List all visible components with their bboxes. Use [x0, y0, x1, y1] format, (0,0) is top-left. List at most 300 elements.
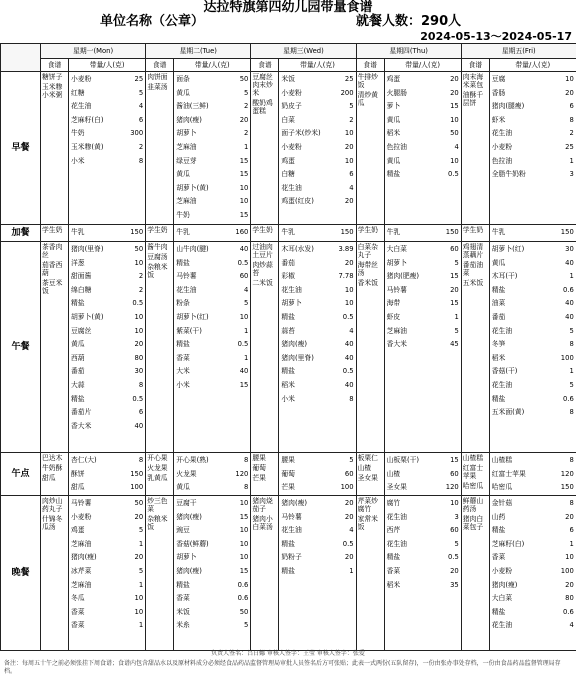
ingredient-name: 芝麻油 — [176, 142, 197, 151]
ingredient-qty: 20 — [344, 512, 354, 521]
ingredient-qty: 1 — [569, 272, 574, 281]
dish-name: 肉末海米菜包 — [462, 73, 484, 89]
ingredient-qty: 5 — [244, 621, 249, 630]
ingredient-name: 花生油 — [386, 539, 407, 548]
ingredient-name: 海带 — [386, 299, 401, 308]
ingredient-name: 牛乳 — [386, 228, 401, 236]
ingredient-line — [176, 257, 248, 271]
dish-cell — [41, 242, 69, 453]
ingredient-line — [387, 114, 459, 128]
ingredient-line — [71, 420, 143, 434]
ingredient-line — [281, 538, 353, 552]
ingredient-line — [281, 270, 353, 284]
ingredient-line — [387, 257, 459, 271]
ingredient-name: 牛乳 — [491, 228, 506, 236]
ingredient-name: 猪肉(瘦) — [491, 580, 518, 589]
ingredient-line — [387, 73, 459, 87]
ingredient-name: 开心果(熟) — [176, 456, 209, 464]
ingredient-line — [176, 284, 248, 298]
ingredient-name: 木耳(干) — [491, 272, 518, 281]
ingredient-qty: 25 — [344, 75, 354, 83]
ingredient-name: 猪肉(里脊) — [281, 353, 314, 362]
ingredient-line — [71, 406, 143, 420]
ingredient-line — [387, 270, 459, 284]
ingredient-line — [281, 481, 353, 495]
meal-row — [1, 225, 576, 242]
dish-cell — [251, 72, 279, 225]
ingredient-name: 牛乳 — [176, 228, 190, 236]
ingredient-qty: 8 — [138, 456, 144, 464]
ingredient-line — [281, 73, 353, 87]
dish-name: 炒三色菜 — [147, 497, 168, 513]
dish-name: 酱牛肉 — [147, 243, 168, 251]
dish-name: 韭菜汤 — [147, 83, 168, 91]
ingredient-name: 红富士苹果 — [491, 469, 526, 478]
ingredient-line — [281, 551, 353, 565]
ingredient-line — [492, 100, 574, 114]
ingredient-line — [176, 155, 248, 169]
ingredient-line — [281, 284, 353, 298]
ingredient-line — [492, 497, 574, 511]
ingredient-qty: 40 — [565, 299, 574, 308]
dish-name: 什锦冬瓜汤 — [42, 515, 63, 531]
ingredient-name: 火腿肠 — [386, 88, 407, 97]
ingredient-qty: 150 — [560, 228, 574, 236]
ingredient-line — [71, 311, 143, 325]
ingredient-name: 稻米 — [386, 129, 401, 138]
menu-footer — [0, 650, 576, 676]
ingredient-name: 油菜 — [491, 299, 506, 308]
ingredient-qty: 20 — [134, 340, 144, 349]
ingredient-qty: 10 — [239, 499, 249, 507]
ingredient-line — [176, 592, 248, 606]
ingredient-name: 大蒜 — [71, 380, 85, 389]
dish-name: 山楂 — [357, 464, 372, 472]
ingredient-name: 黄瓜 — [176, 483, 190, 492]
ingredient-qty: 15 — [239, 380, 249, 389]
ingredient-line — [71, 454, 143, 468]
dish-name: 牛排炒饭 — [357, 73, 378, 89]
ingredient-qty: 0.5 — [132, 394, 144, 403]
ingredient-name: 稻米 — [386, 580, 401, 589]
ingredient-name: 冬瓜 — [71, 594, 85, 603]
ingredient-name: 花生油 — [176, 285, 197, 294]
ingredient-line — [176, 209, 248, 223]
ingredient-name: 猪肉(里脊) — [71, 245, 104, 253]
ingredient-qty: 10 — [239, 183, 249, 192]
ingredient-qty: 10 — [344, 129, 354, 138]
ingredient-qty: 2 — [569, 129, 574, 138]
ingredient-name: 山楂糕 — [491, 456, 513, 464]
ingredient-name: 胡萝卜(红) — [176, 312, 209, 321]
corner-cell — [1, 44, 41, 72]
ingredient-qty: 6 — [569, 102, 574, 111]
dish-cell — [146, 242, 174, 453]
ingredient-qty: 60 — [239, 272, 249, 281]
ingredient-qty: 0.6 — [237, 594, 249, 603]
ingredient-name: 黄瓜 — [386, 156, 401, 165]
meal-name: 加餐 — [1, 225, 41, 242]
ingredient-line — [71, 243, 143, 257]
ingredient-qty: 8 — [244, 483, 249, 492]
ingredient-cell — [174, 496, 251, 651]
ingredient-qty: 6 — [349, 170, 354, 179]
ingredient-name: 芝麻籽(白) — [71, 115, 104, 124]
ingredient-name: 小米 — [71, 156, 85, 165]
ingredient-line — [492, 311, 574, 325]
ingredient-cell — [174, 72, 251, 225]
dish-name: 猪肉白菜包子 — [462, 515, 484, 531]
ingredient-qty: 100 — [130, 483, 144, 492]
ingredient-name: 芝麻油 — [386, 326, 407, 335]
ingredient-line — [387, 155, 459, 169]
ingredient-qty: 4 — [454, 142, 459, 151]
ingredient-cell — [489, 496, 576, 651]
dish-name: 巴达木 — [42, 454, 63, 462]
ingredient-qty: 10 — [134, 258, 144, 267]
ingredient-line — [492, 579, 574, 593]
ingredient-name: 火龙果 — [176, 469, 197, 478]
ingredient-line — [387, 565, 459, 579]
ingredient-line — [281, 297, 353, 311]
ingredient-qty: 3 — [454, 512, 459, 521]
ingredient-name: 红糖 — [71, 88, 85, 97]
ingredient-qty: 5 — [138, 526, 144, 535]
dish-name: 茶香肉丝 — [42, 243, 63, 259]
ingredient-qty: 40 — [344, 353, 354, 362]
ingredient-line — [71, 114, 143, 128]
ingredient-qty: 25 — [565, 142, 574, 151]
col-header-food: 食谱 — [461, 59, 489, 72]
ingredient-qty: 2 — [138, 285, 144, 294]
ingredient-qty: 1 — [569, 156, 574, 165]
ingredient-cell — [279, 242, 356, 453]
dish-cell — [146, 453, 174, 496]
ingredient-name: 猪肉(瘦) — [281, 499, 308, 507]
dish-cell — [251, 453, 279, 496]
ingredient-name: 香菜 — [176, 353, 190, 362]
ingredient-line — [71, 619, 143, 633]
ingredient-qty: 20 — [344, 142, 354, 151]
ingredient-cell — [174, 453, 251, 496]
remarks-note: 备注：每周五十午之前必须张挂下周食谱；食谱内包含甜品水以及原材料成分必须经食品药品监督管理局审批人员签名后方可张贴；此表一式两份(五队留存)，一份由张办事处存档，一份由食品药品监督管理局存档。 — [4, 660, 561, 675]
ingredient-line — [387, 538, 459, 552]
ingredient-name: 蒜苔 — [281, 326, 295, 335]
dish-name: 牛奶酥 — [42, 464, 63, 472]
ingredient-line — [281, 226, 353, 238]
dish-name: 杂粮米饭 — [147, 263, 168, 279]
ingredient-qty: 20 — [565, 512, 574, 521]
ingredient-line — [387, 481, 459, 495]
ingredient-line — [71, 579, 143, 593]
ingredient-line — [176, 524, 248, 538]
ingredient-line — [176, 352, 248, 366]
ingredient-name: 小麦粉 — [281, 88, 302, 97]
ingredient-qty: 40 — [565, 312, 574, 321]
ingredient-line — [387, 338, 459, 352]
ingredient-line — [492, 379, 574, 393]
ingredient-name: 稻米 — [281, 380, 295, 389]
ingredient-line — [281, 468, 353, 482]
col-header-food: 食谱 — [41, 59, 69, 72]
ingredient-line — [71, 297, 143, 311]
meal-name: 晚餐 — [1, 496, 41, 651]
ingredient-qty: 60 — [344, 469, 354, 478]
ingredient-qty: 4 — [349, 183, 354, 192]
ingredient-name: 芝麻油 — [176, 197, 197, 206]
ingredient-line — [281, 497, 353, 511]
ingredient-qty: 5 — [569, 326, 574, 335]
ingredient-qty: 1 — [569, 367, 574, 376]
dish-cell — [356, 72, 384, 225]
ingredient-qty: 50 — [239, 75, 249, 83]
ingredient-line — [176, 243, 248, 257]
ingredient-cell — [279, 225, 356, 242]
dish-name: 腰果 — [252, 454, 266, 462]
ingredient-name: 香菇(鲜蘑) — [176, 539, 209, 548]
ingredient-line — [176, 325, 248, 339]
dish-name: 酸奶鸡蛋糕 — [252, 99, 273, 115]
ingredient-name: 洋葱 — [71, 258, 85, 267]
ingredient-line — [281, 325, 353, 339]
dish-name: 学生奶 — [462, 226, 484, 234]
ingredient-qty: 15 — [239, 566, 249, 575]
ingredient-name: 精盐 — [71, 394, 85, 403]
dish-name: 茶豆米饭 — [42, 279, 63, 295]
ingredient-line — [492, 551, 574, 565]
ingredient-name: 黄瓜 — [71, 340, 85, 349]
ingredient-name: 精盐 — [491, 394, 506, 403]
ingredient-line — [281, 565, 353, 579]
ingredient-name: 白糖 — [281, 170, 295, 179]
date-range-label: 2024-05-13～2024-05-17 — [420, 30, 572, 43]
ingredient-line — [176, 127, 248, 141]
ingredient-qty: 5 — [138, 88, 144, 97]
ingredient-name: 精盐 — [71, 299, 85, 308]
ingredient-name: 面子米(炒米) — [281, 129, 321, 138]
ingredient-line — [492, 511, 574, 525]
dish-name: 火龙果 — [147, 464, 168, 472]
ingredient-name: 米饭 — [281, 75, 295, 83]
ingredient-line — [71, 379, 143, 393]
dish-name: 二米饭 — [252, 279, 273, 287]
dish-name: 乳黄瓜 — [147, 474, 168, 482]
ingredient-qty: 20 — [344, 197, 354, 206]
ingredient-qty: 0.5 — [447, 170, 459, 179]
col-header-food: 食谱 — [251, 59, 279, 72]
ingredient-name: 芝麻籽(白) — [491, 539, 525, 548]
ingredient-name: 精盐 — [386, 553, 401, 562]
ingredient-line — [71, 497, 143, 511]
ingredient-name: 杏仁(大) — [71, 456, 97, 464]
dish-name: 鲜蘑山药汤 — [462, 497, 484, 513]
ingredient-line — [492, 406, 574, 420]
ingredient-qty: 0.5 — [237, 258, 249, 267]
ingredient-line — [176, 195, 248, 209]
ingredient-qty: 10 — [450, 156, 459, 165]
dish-cell — [41, 453, 69, 496]
ingredient-qty: 40 — [344, 380, 354, 389]
ingredient-line — [387, 579, 459, 593]
ingredient-name: 马铃薯 — [281, 512, 302, 521]
ingredient-line — [281, 168, 353, 182]
ingredient-qty: 15 — [450, 299, 459, 308]
ingredient-line — [71, 87, 143, 101]
ingredient-line — [71, 393, 143, 407]
meal-row — [1, 72, 576, 225]
ingredient-name: 猪肉(瘦) — [176, 115, 202, 124]
ingredient-name: 花生油 — [281, 183, 302, 192]
ingredient-line — [492, 297, 574, 311]
ingredient-qty: 0.6 — [562, 607, 574, 616]
ingredient-name: 马铃薯 — [386, 285, 407, 294]
ingredient-name: 花生油 — [71, 102, 92, 111]
col-header-qty: 带量/人(克) — [69, 59, 146, 72]
ingredient-qty: 120 — [445, 483, 459, 492]
dish-name: 学生奶 — [147, 226, 168, 234]
ingredient-qty: 4 — [349, 326, 354, 335]
ingredient-line — [281, 511, 353, 525]
dish-name: 杂粮米饭 — [147, 515, 168, 531]
diner-count-label: 就餐人数：290人 — [356, 14, 462, 29]
ingredient-cell — [489, 242, 576, 453]
ingredient-line — [176, 182, 248, 196]
ingredient-name: 牛奶 — [176, 210, 190, 219]
ingredient-cell — [174, 242, 251, 453]
ingredient-line — [71, 511, 143, 525]
dish-name: 学生奶 — [252, 226, 273, 234]
ingredient-line — [492, 127, 574, 141]
ingredient-line — [387, 100, 459, 114]
ingredient-qty: 10 — [134, 594, 144, 603]
dish-name: 肉炒蒜苔 — [252, 261, 273, 277]
ingredient-name: 豆腐干 — [176, 499, 197, 507]
ingredient-qty: 4 — [349, 526, 354, 535]
dish-name: 板栗仁 — [357, 454, 378, 462]
ingredient-qty: 0.5 — [342, 539, 354, 548]
ingredient-name: 花生油 — [281, 285, 302, 294]
ingredient-qty: 4 — [244, 285, 249, 294]
ingredient-qty: 2 — [349, 115, 354, 124]
ingredient-qty: 15 — [239, 156, 249, 165]
ingredient-line — [71, 481, 143, 495]
ingredient-qty: 50 — [134, 245, 144, 253]
ingredient-qty: 3 — [569, 170, 574, 179]
ingredient-cell — [489, 72, 576, 225]
dish-cell — [461, 453, 489, 496]
dish-cell — [461, 72, 489, 225]
ingredient-line — [71, 100, 143, 114]
ingredient-name: 香菜 — [71, 621, 85, 630]
ingredient-name: 山牛肉(腱) — [176, 245, 209, 253]
ingredient-name: 小麦粉 — [491, 566, 513, 575]
dish-name: 家常米饭 — [357, 515, 378, 531]
ingredient-name: 番茄 — [281, 258, 295, 267]
ingredient-qty: 5 — [569, 380, 574, 389]
dish-name: 清炒黄瓜 — [357, 91, 378, 107]
ingredient-name: 番茄 — [491, 312, 506, 321]
ingredient-cell — [69, 72, 146, 225]
ingredient-qty: 20 — [565, 580, 574, 589]
ingredient-qty: 25 — [134, 75, 144, 83]
ingredient-line — [281, 454, 353, 468]
ingredient-line — [492, 243, 574, 257]
ingredient-cell — [279, 453, 356, 496]
dish-name: 学生奶 — [357, 226, 378, 234]
ingredient-name: 冰芹菜 — [71, 566, 92, 575]
ingredient-line — [176, 551, 248, 565]
ingredient-name: 奶粉子 — [281, 553, 302, 562]
ingredient-name: 花生油 — [491, 621, 513, 630]
ingredient-qty: 10 — [239, 553, 249, 562]
ingredient-qty: 150 — [560, 483, 574, 492]
ingredient-qty: 10 — [450, 499, 459, 507]
ingredient-qty: 5 — [138, 566, 144, 575]
dish-name: 番茄油菜 — [462, 261, 484, 277]
ingredient-line — [281, 365, 353, 379]
ingredient-line — [176, 468, 248, 482]
dish-name: 肉炒山药丸子 — [42, 497, 63, 513]
ingredient-name: 粉条 — [176, 299, 190, 308]
ingredient-qty: 60 — [450, 526, 459, 535]
ingredient-qty: 150 — [130, 228, 144, 236]
ingredient-line — [492, 338, 574, 352]
dish-name: 肉饼面 — [147, 73, 168, 81]
ingredient-qty: 100 — [560, 566, 574, 575]
ingredient-qty: 8 — [569, 499, 574, 507]
ingredient-name: 腰果 — [281, 456, 295, 464]
ingredient-line — [176, 114, 248, 128]
day-header: 星期二(Tue) — [146, 44, 251, 59]
ingredient-qty: 1 — [138, 621, 144, 630]
dish-cell — [41, 496, 69, 651]
ingredient-line — [281, 243, 353, 257]
ingredient-qty: 5 — [244, 88, 249, 97]
ingredient-qty: 10 — [450, 115, 459, 124]
ingredient-name: 芝麻油 — [71, 539, 92, 548]
dish-cell — [461, 496, 489, 651]
dish-name: 五米饭 — [462, 279, 484, 287]
ingredient-line — [71, 257, 143, 271]
dish-name: 白菜杂丸子 — [357, 243, 378, 259]
dish-name: 甜瓜 — [42, 474, 56, 482]
ingredient-line — [387, 141, 459, 155]
ingredient-qty: 8 — [569, 340, 574, 349]
ingredient-name: 香肠 — [491, 88, 506, 97]
dish-cell — [251, 242, 279, 453]
ingredient-line — [176, 100, 248, 114]
ingredient-name: 鸡蛋 — [386, 75, 401, 83]
ingredient-qty: 5 — [244, 299, 249, 308]
ingredient-name: 猪肉(瘦) — [176, 566, 202, 575]
ingredient-name: 胡萝卜(黄) — [71, 312, 104, 321]
ingredient-line — [492, 592, 574, 606]
ingredient-line — [281, 338, 353, 352]
ingredient-name: 色拉油 — [491, 156, 513, 165]
ingredient-line — [387, 243, 459, 257]
ingredient-cell — [489, 225, 576, 242]
dish-name: 油酥千层饼 — [462, 91, 484, 107]
ingredient-line — [387, 311, 459, 325]
ingredient-line — [281, 100, 353, 114]
column-header-row — [1, 59, 576, 72]
ingredient-qty: 40 — [134, 421, 144, 430]
ingredient-line — [71, 338, 143, 352]
ingredient-qty: 10 — [239, 526, 249, 535]
ingredient-line — [281, 182, 353, 196]
ingredient-name: 酱油(三鲜) — [176, 102, 209, 111]
ingredient-line — [176, 141, 248, 155]
